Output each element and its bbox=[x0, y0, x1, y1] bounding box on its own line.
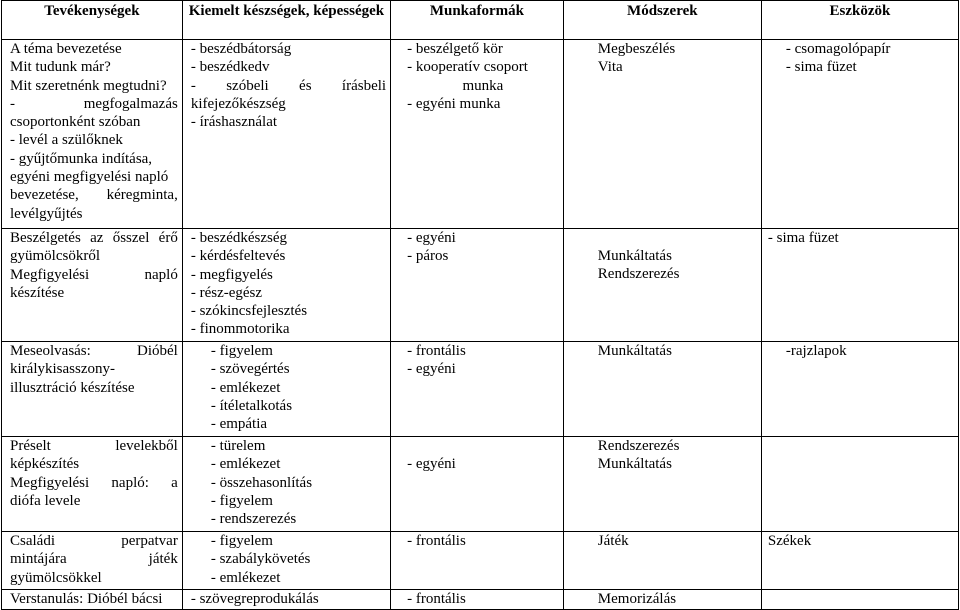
line: - frontális bbox=[407, 533, 466, 549]
line: Rendszerezés bbox=[597, 438, 680, 454]
line: - beszédkészség bbox=[190, 230, 288, 246]
line: - szövegértés bbox=[210, 361, 290, 378]
cell-activity bbox=[2, 590, 183, 610]
header-activities: Tevékenységek bbox=[2, 1, 183, 40]
cell-skills bbox=[182, 532, 390, 590]
cell-activity bbox=[2, 342, 183, 437]
table-row bbox=[2, 40, 959, 229]
line: - páros bbox=[407, 248, 449, 265]
table-row bbox=[2, 590, 959, 610]
line: Megfigyelési napló: a bbox=[10, 474, 178, 491]
line: diófa levele bbox=[10, 492, 81, 509]
line: - figyelem bbox=[210, 533, 273, 549]
line: levélgyűjtés bbox=[10, 205, 83, 222]
header-methods: Módszerek bbox=[563, 1, 761, 40]
cell-work-forms bbox=[391, 437, 564, 532]
line: képkészítés bbox=[10, 456, 80, 473]
line: - levél a szülőknek bbox=[10, 132, 123, 149]
line: bevezetése, kéregminta, bbox=[10, 187, 178, 204]
line: A téma bevezetése bbox=[10, 41, 122, 57]
line: munka bbox=[462, 77, 504, 94]
line: egyéni megfigyelési napló bbox=[10, 169, 169, 186]
line: Memorizálás bbox=[597, 591, 677, 607]
line: - egyéni bbox=[407, 456, 456, 472]
line: - sima füzet bbox=[767, 230, 839, 246]
line: -rajzlapok bbox=[785, 343, 847, 359]
cell-work-forms bbox=[391, 590, 564, 610]
cell-tools bbox=[761, 342, 958, 437]
cell-tools bbox=[761, 40, 958, 229]
cell-work-forms bbox=[391, 229, 564, 342]
line: - beszédbátorság bbox=[190, 41, 292, 57]
line: gyümölcsökkel bbox=[10, 569, 102, 586]
spacer bbox=[407, 437, 559, 455]
line: - figyelem bbox=[210, 343, 273, 359]
spacer bbox=[598, 229, 757, 247]
cell-methods bbox=[563, 532, 761, 590]
line: Munkáltatás bbox=[597, 343, 672, 359]
header-row bbox=[2, 1, 959, 40]
line: - íráshasználat bbox=[190, 114, 278, 131]
line: Verstanulás: Dióbél bácsi bbox=[10, 591, 163, 607]
line: - kérdésfeltevés bbox=[190, 248, 286, 265]
cell-skills bbox=[182, 229, 390, 342]
cell-skills bbox=[182, 342, 390, 437]
table-row bbox=[2, 437, 959, 532]
line: - türelem bbox=[210, 438, 266, 454]
line: - megfigyelés bbox=[190, 266, 273, 283]
line: Munkáltatás bbox=[597, 248, 672, 264]
line: - szabálykövetés bbox=[210, 551, 311, 568]
header-tools: Eszközök bbox=[761, 1, 958, 40]
line: Megfigyelési napló bbox=[10, 266, 178, 283]
line: - figyelem bbox=[210, 492, 273, 509]
line: királykisasszony- bbox=[10, 361, 115, 378]
cell-activity bbox=[2, 437, 183, 532]
line: Megbeszélés bbox=[597, 41, 676, 57]
line: gyümölcsökről bbox=[10, 248, 100, 265]
table-row bbox=[2, 229, 959, 342]
line: kifejezőkészség bbox=[190, 95, 286, 112]
cell-methods bbox=[563, 437, 761, 532]
line: - csomagolópapír bbox=[785, 41, 891, 57]
line: - rész-egész bbox=[190, 284, 263, 301]
cell-work-forms bbox=[391, 40, 564, 229]
table-row bbox=[2, 532, 959, 590]
line: - empátia bbox=[210, 416, 268, 433]
cell-skills bbox=[182, 590, 390, 610]
cell-methods bbox=[563, 229, 761, 342]
cell-activity bbox=[2, 532, 183, 590]
line: - kooperatív csoport bbox=[407, 59, 528, 76]
line: - egyéni bbox=[407, 230, 456, 246]
cell-tools bbox=[761, 229, 958, 342]
line: Préselt levelekből bbox=[10, 438, 178, 454]
line: Családi perpatvar bbox=[10, 533, 178, 549]
line: - emlékezet bbox=[210, 379, 281, 396]
line: - beszélgető kör bbox=[407, 41, 503, 57]
line: mintájára játék bbox=[10, 551, 178, 568]
line: - ítéletalkotás bbox=[210, 397, 293, 414]
line: - egyéni bbox=[407, 361, 456, 378]
table-row bbox=[2, 342, 959, 437]
line: Beszélgetés az ősszel érő bbox=[10, 230, 178, 246]
line: - szókincsfejlesztés bbox=[190, 303, 308, 320]
line: - emlékezet bbox=[210, 569, 281, 586]
line: Meseolvasás: Dióbél bbox=[10, 343, 178, 359]
cell-skills bbox=[182, 437, 390, 532]
cell-work-forms bbox=[391, 342, 564, 437]
line: - szóbeli és írásbeli bbox=[190, 77, 387, 94]
line: - frontális bbox=[407, 591, 466, 607]
cell-work-forms bbox=[391, 532, 564, 590]
line: Mit szeretnénk megtudni? bbox=[10, 77, 167, 94]
line: - egyéni munka bbox=[407, 95, 501, 112]
cell-methods bbox=[563, 342, 761, 437]
cell-methods bbox=[563, 590, 761, 610]
line: Munkáltatás bbox=[597, 456, 672, 473]
cell-skills bbox=[182, 40, 390, 229]
activity-table bbox=[1, 0, 959, 610]
header-work-forms: Munkaformák bbox=[391, 1, 564, 40]
line: - szövegreprodukálás bbox=[190, 591, 319, 607]
line: - finommotorika bbox=[190, 321, 290, 338]
cell-activity bbox=[2, 40, 183, 229]
line: illusztráció készítése bbox=[10, 379, 135, 396]
cell-tools bbox=[761, 590, 958, 610]
line: Játék bbox=[597, 533, 629, 549]
cell-activity bbox=[2, 229, 183, 342]
line: Mit tudunk már? bbox=[10, 59, 111, 76]
line: - beszédkedv bbox=[190, 59, 270, 76]
cell-methods bbox=[563, 40, 761, 229]
cell-tools bbox=[761, 437, 958, 532]
line: Vita bbox=[597, 59, 623, 76]
line: készítése bbox=[10, 284, 65, 301]
line: csoportonként szóban bbox=[10, 114, 141, 131]
cell-tools bbox=[761, 532, 958, 590]
line: Rendszerezés bbox=[597, 266, 680, 283]
line: - frontális bbox=[407, 343, 466, 359]
line: - emlékezet bbox=[210, 456, 281, 473]
line: - rendszerezés bbox=[210, 511, 297, 528]
line: - megfogalmazás bbox=[10, 95, 178, 112]
line: - sima füzet bbox=[785, 59, 857, 76]
line: - összehasonlítás bbox=[210, 474, 313, 491]
line: Székek bbox=[767, 533, 812, 549]
header-skills: Kiemelt készségek, képességek bbox=[182, 1, 390, 40]
line: - gyűjtőmunka indítása, bbox=[10, 150, 153, 167]
